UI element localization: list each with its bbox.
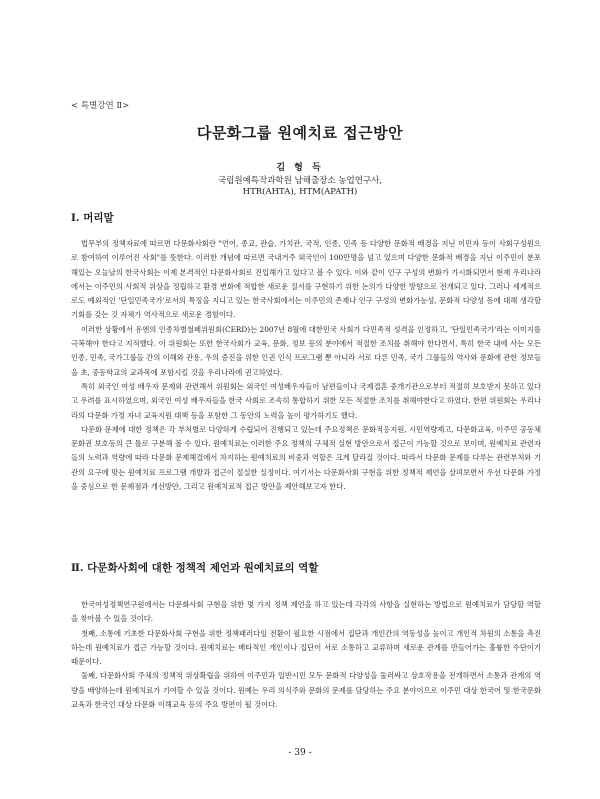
author-credentials: HTR(AHTA), HTM(APATH) bbox=[242, 187, 358, 197]
section-heading-introduction: Ⅰ. 머리말 bbox=[71, 212, 114, 224]
section-body-policy bbox=[71, 598, 541, 712]
document-title: 다문화그룹 원예치료 접근방안 bbox=[196, 124, 404, 142]
section-heading-policy: Ⅱ. 다문화사회에 대한 정책적 제언과 원예치료의 역할 bbox=[71, 562, 319, 574]
paragraph: 다문화 문제에 대한 정책은 각 부처별로 다양하게 수립되어 진행되고 있는데 주요정책은 문화적응지원, 시민역량제고, 다문화교육, 이주민 공동체 문화권 보호등의 큰 틀로 구분해 볼 수 있다. 원예치료는 이러한 주요 정책의 구체적 실현 방안으로서 접근이 가능할 것으로 보이며, 원예치료 관련자들의 노력과 역량에 따라 다문화 문제해결에서 차지하는 원예치료의 비중과 역할은 크게 달라질 것이다. 따라서 다문화 문제를 다루는 관련부처와 기관의 요구에 맞는 원예치료 프로그램 개발과 접근이 절실한 실정이다. 여기서는 다문화사회 구현을 위한 정책적 제언을 살펴보면서 우선 다문화 가정을 중심으로 한 문제점과 개선방안, 그리고 원예치료적 접근 방안을 제안해보고자 한다. bbox=[71, 424, 541, 492]
section-body-introduction bbox=[71, 237, 541, 494]
paragraph: 한국여성정책연구원에서는 다문화사회 구현을 위한 몇 가지 정책 제언을 하고 있는데 각각의 사항을 실현하는 방법으로 원예치료가 담당할 역할을 찾아볼 수 있을 것이다. bbox=[71, 600, 541, 624]
paragraph: 첫째, 소통에 기초한 다문화사회 구현을 위한 정책패러다임 전환이 필요한 시점에서 집단과 개인간의 역동성을 높이고 개인적 차원의 소통을 촉진하는데 원예치료가 접근 가능할 것이다. 원예치료는 배타적인 개인이나 집단이 서로 소통하고 교류하며 새로운 관계를 만들어가는 훌륭한 수단이기 때문이다. bbox=[71, 628, 541, 667]
paragraph: 이러한 상황에서 유엔의 인종차별철폐위원회(CERD)는 2007년 8월에 대한민국 사회가 다민족적 성격을 인정하고, '단일민족국가'라는 이미지를 극복해야 한다고 지적했다. 이 위원회는 또한 한국사회가 교육, 문화, 정보 등의 분야에서 적절한 조치를 취해야 한다면서, 특히 한국 내에 사는 모든 인종, 민족, 국가그룹들 간의 이해와 관용, 우의 증진을 위한 인권 인식 프로그램 뿐 아니라 서로 다른 민족, 국가 그룹들의 역사와 문화에 관한 정보들을 초, 중등학교의 교과목에 포함시킬 것을 우리나라에 권고하였다. bbox=[71, 324, 541, 377]
page-number: - 39 - bbox=[288, 748, 312, 758]
author-affiliation: 국립원예특작과학원 남해출장소 농업연구사, bbox=[217, 176, 383, 186]
paragraph: 둘째, 다문화사회 주체의 정책적 위상확립을 위하여 이주민과 일반시민 모두 문화적 다양성을 둘러싸고 상호작용을 전개하면서 소통과 관계의 역량을 배양하는데 원예치료가 기여할 수 있을 것이다. 원예는 우리 의식주와 문화의 문제를 담당하는 주요 분야이므로 이주민 대상 한국어 및 한국문화교육과 한국인 대상 다문화 이해교육 등의 주요 방편이 될 것이다. bbox=[71, 671, 541, 710]
paragraph: 법무부의 정책자료에 따르면 다문화사회란 "언어, 종교, 관습, 가치관, 국적, 인종, 민족 등 다양한 문화적 배경을 지닌 이민자 등이 사회구성원으로 참여하여 이루어진 사회"를 뜻한다. 이러한 개념에 따르면 국내거주 외국인이 100만명을 넘고 있으며 다양한 문화적 배경을 지닌 이주민이 분포해있는 오늘날의 한국사회는 이제 본격적인 다문화사회로 진입해가고 있다고 볼 수 있다. 이와 같이 인구 구성의 변화가 가시화되면서 현재 우리나라에서는 이주민의 사회적 위상을 정립하고 환경 변화에 적합한 새로운 질서를 구현하기 위한 논의가 다양한 방향으로 전개되고 있다. 그러나 세계적으로도 예외적인 '단일민족국가'로서의 특징을 지니고 있는 한국사회에서는 이주민의 존재나 인구 구성의 변화가능성, 문화적 다양성 등에 대해 생각할 기회를 갖는 것 자체가 역사적으로 새로운 경험이다. bbox=[71, 239, 541, 320]
series-label: < 특별강연 Ⅱ> bbox=[71, 101, 130, 111]
paragraph: 특히 외국인 여성 배우자 문제와 관련해서 위원회는 외국인 여성배우자들이 남편들이나 국제결혼 중개기관으로부터 적절히 보호받지 못하고 있다고 우려를 표시하였으며, 외국인 여성 배우자들을 한국 사회로 조속히 통합하기 위한 모든 적절한 조치를 취해야한다고 하였다. 한편 위원회는 우리나라의 다문화 가정 자녀 교육지원 대책 등을 포함한 그 동안의 노력을 높이 평가하기도 했다. bbox=[71, 381, 541, 420]
author-name: 김 형 득 bbox=[276, 163, 324, 173]
